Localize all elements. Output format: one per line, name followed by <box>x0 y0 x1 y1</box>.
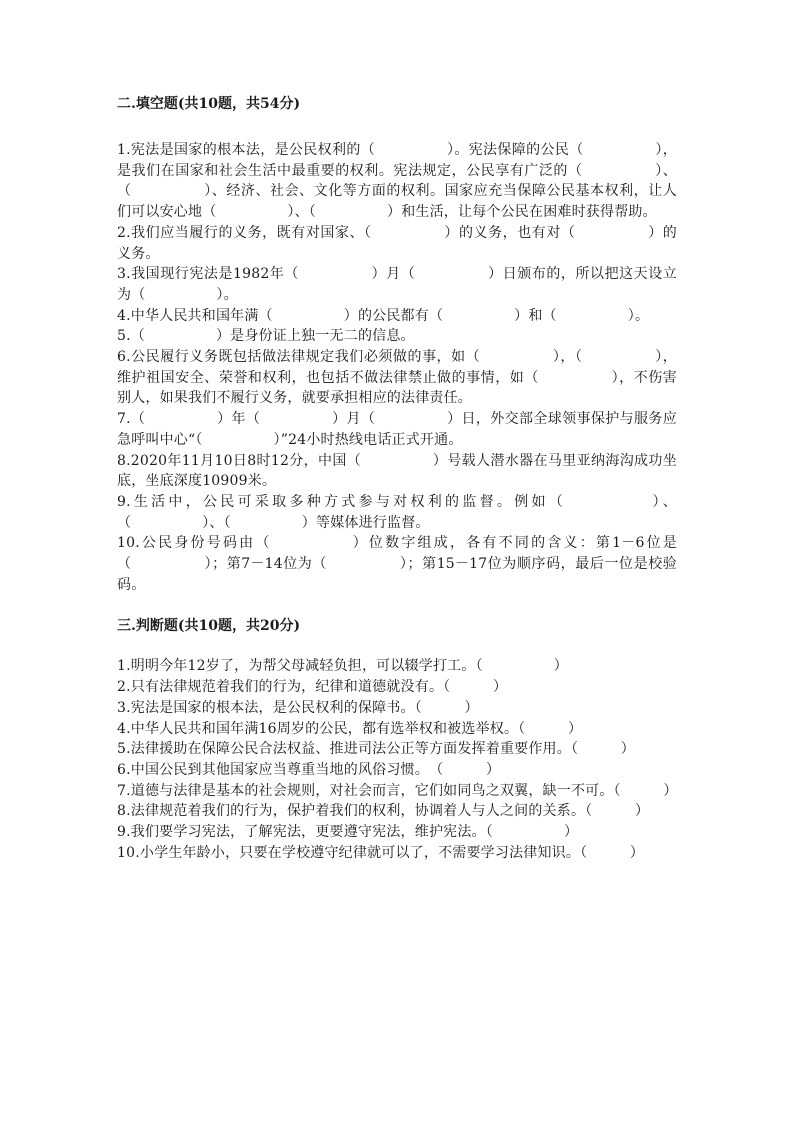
judge-question: 8.法律规范着我们的行为，保护着我们的权利，协调着人与人之间的关系。（ ） <box>117 803 650 820</box>
judge-question: 2.只有法律规范着我们的行为，纪律和道德就没有。（ ） <box>117 679 508 696</box>
fill-question-list <box>117 140 677 595</box>
judge-question: 7.道德与法律是基本的社会规则，对社会而言，它们如同鸟之双翼，缺一不可。（ ） <box>117 782 678 799</box>
fill-question: 10.公民身份号码由（ ）位数字组成，各有不同的含义：第1－6位是（ ）；第7－14位为（ ）；第15－17位为顺序码，最后一位是校验码。 <box>117 535 677 593</box>
worksheet-page <box>117 94 677 864</box>
judge-question: 5.法律援助在保障公民合法权益、推进司法公正等方面发挥着重要作用。（ ） <box>117 741 635 758</box>
judge-question: 4.中华人民共和国年满16周岁的公民，都有选举权和被选举权。（ ） <box>117 720 583 737</box>
fill-question: 1.宪法是国家的根本法，是公民权利的（ ）。宪法保障的公民（ ），是我们在国家和社会生活中最重要的权利。宪法规定，公民享有广泛的（ ）、（ ）、经济、社会、文化等方面的权利。国家应充当保障公民基本权利，让人们可以安心地（ ）、（ ）和生活，让每个公民在困难时获得帮助。 <box>117 142 677 221</box>
fill-question: 8.2020年11月10日8时12分，中国（ ）号载人潜水器在马里亚纳海沟成功坐底，坐底深度10909米。 <box>117 452 677 490</box>
judge-question: 9.我们要学习宪法，了解宪法，更要遵守宪法，维护宪法。（ ） <box>117 824 579 841</box>
fill-question: 4.中华人民共和国年满（ ）的公民都有（ ）和（ ）。 <box>117 307 650 324</box>
judge-question-list <box>117 656 677 863</box>
judge-question: 6.中国公民到其他国家应当尊重当地的风俗习惯。 （ ） <box>117 761 501 778</box>
fill-section-title: 二.填空题(共10题，共54分) <box>117 96 301 112</box>
judge-question: 10.小学生年龄小，只要在学校遵守纪律就可以了，不需要学习法律知识。（ ） <box>117 844 645 861</box>
fill-question: 6.公民履行义务既包括做法律规定我们必须做的事，如（ ），（ ），维护祖国安全、荣誉和权利，也包括不做法律禁止做的事情，如（ ），不伤害别人，如果我们不履行义务，就要承担相应的法律责任。 <box>117 349 677 407</box>
fill-question: 3.我国现行宪法是1982年（ ）月（ ）日颁布的，所以把这天设立为（ ）。 <box>117 266 677 303</box>
fill-question: 9.生活中，公民可采取多种方式参与对权利的监督。例如（ ）、（ ）、（ ）等媒体进行监督。 <box>117 493 677 531</box>
judge-section-title: 三.判断题(共10题，共20分) <box>117 618 301 635</box>
fill-question: 2.我们应当履行的义务，既有对国家、（ ）的义务，也有对（ ）的义务。 <box>117 224 677 262</box>
fill-question: 7.（ ）年（ ）月（ ）日，外交部全球领事保护与服务应急呼叫中心“（ ）”24小时热线电话正式开通。 <box>117 411 677 448</box>
judge-question: 3.宪法是国家的根本法，是公民权利的保障书。（ ） <box>117 699 479 716</box>
judge-question: 1.明明今年12岁了，为帮父母减轻负担，可以辍学打工。（ ） <box>117 658 568 675</box>
fill-question: 5.（ ）是身份证上独一无二的信息。 <box>117 328 415 345</box>
